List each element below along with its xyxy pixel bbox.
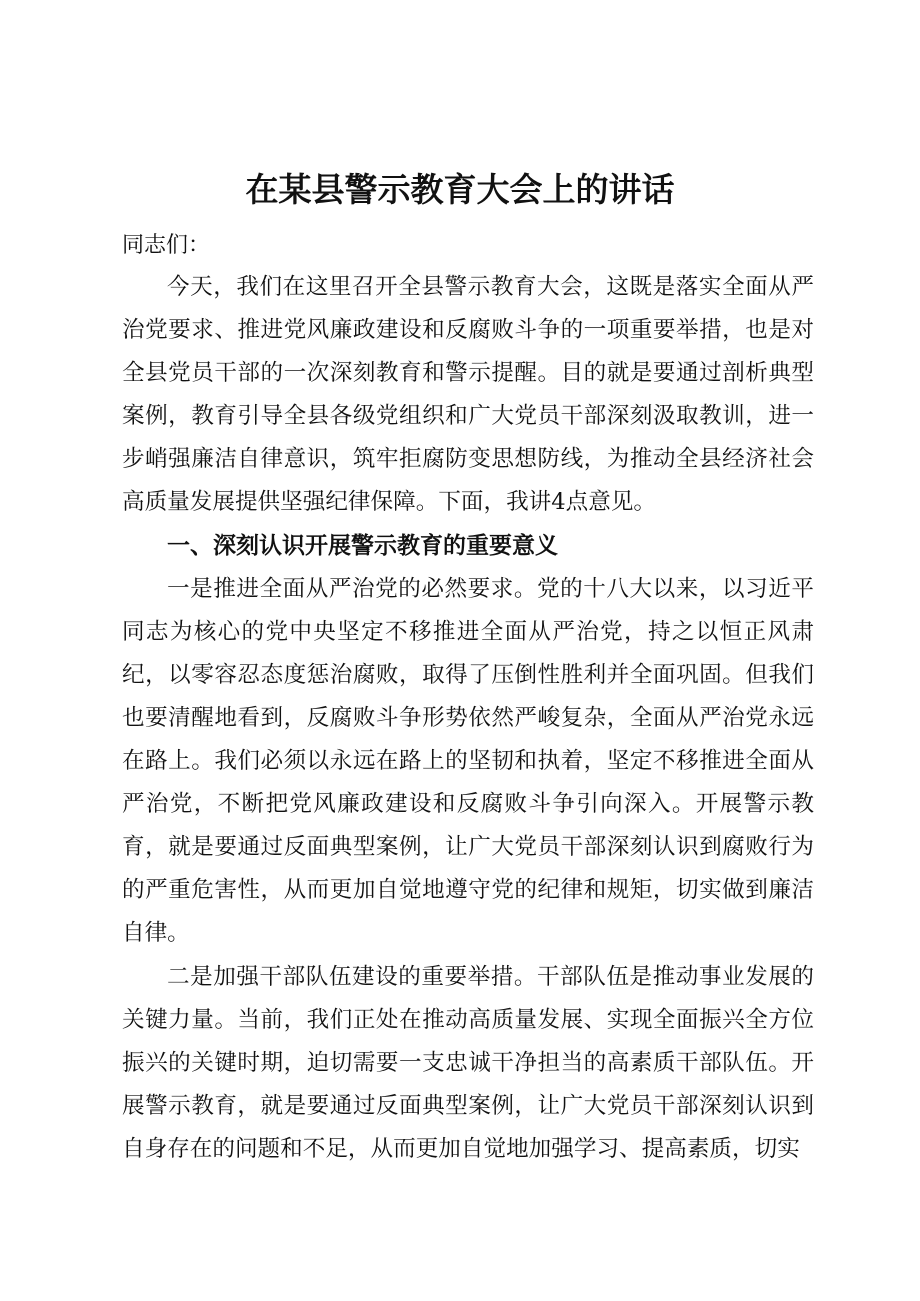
point-2-paragraph: 二是加强干部队伍建设的重要举措。干部队伍是推动事业发展的关键力量。当前，我们正处在推动高质量发展、实现全面振兴全方位振兴的关键时期，迫切需要一支忠诚干净担当的高素质干部队伍。开展警示教育，就是要通过反面典型案例，让广大党员干部深刻认识到自身存在的问题和不足，从而更加自觉地加强学习、提高素质，切实	[122, 963, 814, 1162]
salutation: 同志们：	[122, 233, 211, 258]
section-heading-1: 一、深刻认识开展警示教育的重要意义	[167, 532, 558, 559]
document-title: 在某县警示教育大会上的讲话	[245, 170, 675, 209]
intro-paragraph: 今天，我们在这里召开全县警示教育大会，这既是落实全面从严治党要求、推进党风廉政建设和反腐败斗争的一项重要举措，也是对全县党员干部的一次深刻教育和警示提醒。目的就是要通过剖析典型案例，教育引导全县各级党组织和广大党员干部深刻汲取教训，进一步峭强廉洁自律意识，筑牢拒腐防变思想防线，为推动全县经济社会高质量发展提供坚强纪律保障。下面，我讲4点意见。	[122, 274, 814, 516]
document-body	[122, 266, 814, 1171]
point-1-paragraph: 一是推进全面从严治党的必然要求。党的十八大以来，以习近平同志为核心的党中央坚定不移推进全面从严治党，持之以恒正风肃纪，以零容忍态度惩治腐败，取得了压倒性胜利并全面巩固。但我们也要清醒地看到，反腐败斗争形势依然严峻复杂，全面从严治党永远在路上。我们必须以永远在路上的坚韧和执着，坚定不移推进全面从严治党，不断把党风廉政建设和反腐败斗争引向深入。开展警示教育，就是要通过反面典型案例，让广大党员干部深刻认识到腐败行为的严重危害性，从而更加自觉地遵守党的纪律和规矩，切实做到廉洁自律。	[122, 575, 814, 947]
